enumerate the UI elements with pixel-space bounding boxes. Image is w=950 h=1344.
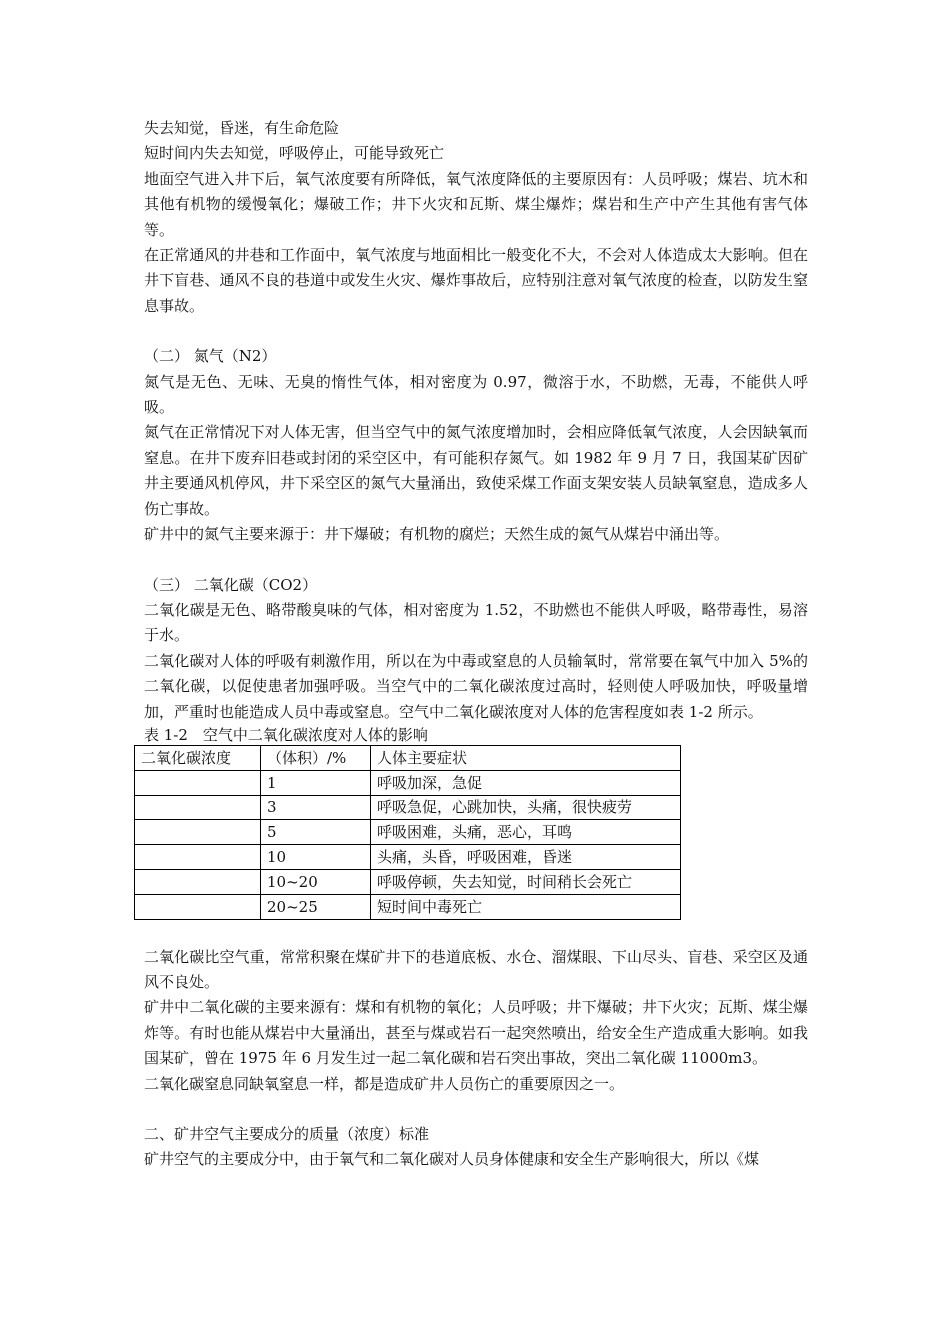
table-row bbox=[135, 795, 681, 820]
table-cell: 20~25 bbox=[261, 894, 371, 919]
table-row bbox=[135, 845, 681, 870]
table-cell: 5 bbox=[261, 820, 371, 845]
paragraph: 在正常通风的井巷和工作面中，氧气浓度与地面相比一般变化不大，不会对人体造成太大影响。但在井下盲巷、通风不良的巷道中或发生火灾、爆炸事故后，应特别注意对氧气浓度的检查，以防发生窒息事故。 bbox=[144, 246, 808, 315]
table-row bbox=[135, 894, 681, 919]
spacer bbox=[144, 920, 808, 945]
paragraph: 矿井空气的主要成分中，由于氧气和二氧化碳对人员身体健康和安全生产影响很大，所以《煤 bbox=[144, 1150, 760, 1169]
table-cell bbox=[135, 770, 261, 795]
document-body bbox=[141, 116, 808, 1173]
table-row bbox=[135, 820, 681, 845]
table-header-cell: 人体主要症状 bbox=[371, 745, 681, 770]
co2-effects-table bbox=[134, 745, 681, 920]
table-cell: 呼吸加深，急促 bbox=[371, 770, 681, 795]
paragraph: 氮气在正常情况下对人体无害，但当空气中的氮气浓度增加时，会相应降低氧气浓度，人会因缺氧而窒息。在井下废弃旧巷或封闭的采空区中，有可能积存氮气。如 1982 年 9 月 7 日，我国某矿因矿井主要通风机停风，井下采空区的氮气大量涌出，致使采煤工作面支架安装人员缺氧窒息，造成多人伤亡事故。 bbox=[144, 423, 808, 518]
table-cell bbox=[135, 795, 261, 820]
paragraph: 矿井中的氮气主要来源于：井下爆破；有机物的腐烂；天然生成的氮气从煤岩中涌出等。 bbox=[144, 525, 730, 544]
table-row bbox=[135, 869, 681, 894]
paragraph: 二氧化碳是无色、略带酸臭味的气体，相对密度为 1.52，不助燃也不能供人呼吸，略带毒性，易溶于水。 bbox=[144, 600, 808, 645]
spacer bbox=[144, 319, 808, 344]
paragraph: 失去知觉，昏迷，有生命危险 bbox=[144, 119, 340, 137]
paragraph: 氮气是无色、无味、无臭的惰性气体，相对密度为 0.97，微溶于水，不助燃，无毒，不能供人呼吸。 bbox=[144, 372, 808, 417]
table-cell: 呼吸急促，心跳加快，头痛，很快疲劳 bbox=[371, 795, 681, 820]
table-cell: 3 bbox=[261, 795, 371, 820]
paragraph: 地面空气进入井下后，氧气浓度要有所降低，氧气浓度降低的主要原因有：人员呼吸；煤岩、坑木和其他有机物的缓慢氧化；爆破工作；井下火灾和瓦斯、煤尘爆炸；煤岩和生产中产生其他有害气体等。 bbox=[144, 169, 808, 239]
section-heading-nitrogen: （二） 氮气（N2） bbox=[144, 347, 277, 366]
paragraph: 矿井中二氧化碳的主要来源有：煤和有机物的氧化；人员呼吸；井下爆破；井下火灾；瓦斯、煤尘爆炸等。有时也能从煤岩中大量涌出，甚至与煤或岩石一起突然喷出，给安全生产造成重大影响。如我国某矿，曾在 1975 年 6 月发生过一起二氧化碳和岩石突出事故，突出二氧化碳 11000m3。 bbox=[144, 998, 808, 1068]
table-caption: 表 1-2 空气中二氧化碳浓度对人体的影响 bbox=[144, 725, 428, 744]
table-row bbox=[135, 770, 681, 795]
table-cell bbox=[135, 845, 261, 870]
table-cell: 1 bbox=[261, 770, 371, 795]
section-heading-quality-standard: 二、矿井空气主要成分的质量（浓度）标准 bbox=[144, 1124, 430, 1143]
table-cell: 10 bbox=[261, 845, 371, 870]
table-cell bbox=[135, 894, 261, 919]
spacer bbox=[144, 548, 808, 573]
table-header-cell: （体积）/% bbox=[261, 745, 371, 770]
table-cell: 呼吸困难，头痛，恶心，耳鸣 bbox=[371, 820, 681, 845]
table-header-row bbox=[135, 745, 681, 770]
spacer bbox=[144, 1097, 808, 1122]
paragraph: 短时间内失去知觉，呼吸停止，可能导致死亡 bbox=[144, 144, 445, 163]
paragraph: 二氧化碳对人体的呼吸有刺激作用，所以在为中毒或窒息的人员输氧时，常常要在氧气中加入 5%的二氧化碳，以促使患者加强呼吸。当空气中的二氧化碳浓度过高时，轻则使人呼吸加快，呼吸量增加，严重时也能造成人员中毒或窒息。空气中二氧化碳浓度对人体的危害程度如表 1-2 所示。 bbox=[144, 651, 808, 721]
paragraph: 二氧化碳比空气重，常常积聚在煤矿井下的巷道底板、水仓、溜煤眼、下山尽头、盲巷、采空区及通风不良处。 bbox=[144, 947, 808, 991]
table-cell: 头痛，头昏，呼吸困难，昏迷 bbox=[371, 845, 681, 870]
table-header-cell: 二氧化碳浓度 bbox=[135, 745, 261, 770]
table-cell bbox=[135, 820, 261, 845]
table-cell: 短时间中毒死亡 bbox=[371, 894, 681, 919]
section-heading-co2: （三） 二氧化碳（CO2） bbox=[144, 575, 318, 594]
table-cell: 10~20 bbox=[261, 869, 371, 894]
table-cell bbox=[135, 869, 261, 894]
table-cell: 呼吸停顿，失去知觉，时间稍长会死亡 bbox=[371, 869, 681, 894]
paragraph: 二氧化碳窒息同缺氧窒息一样，都是造成矿井人员伤亡的重要原因之一。 bbox=[144, 1074, 625, 1093]
